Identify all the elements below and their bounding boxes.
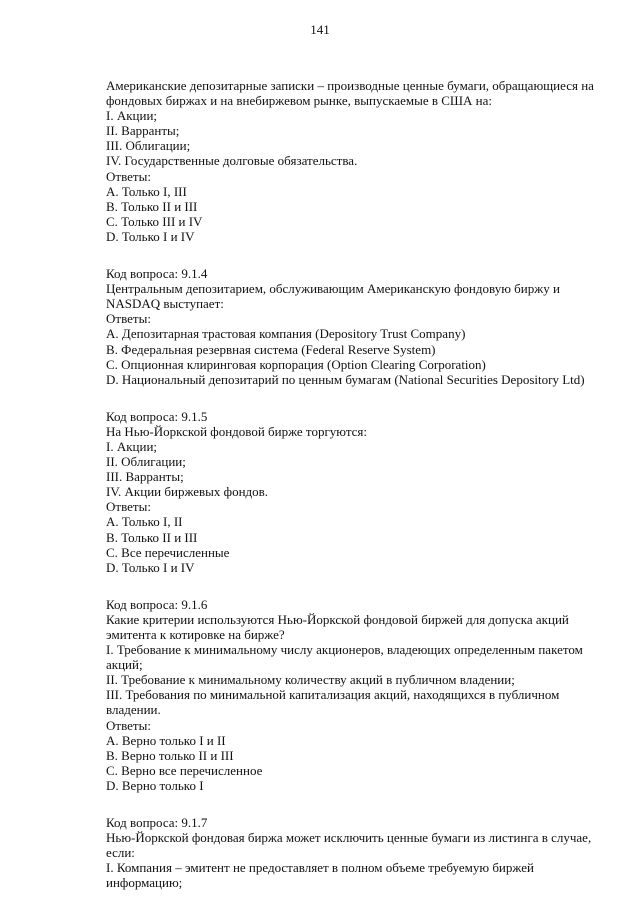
text-line: C. Только III и IV (106, 213, 203, 229)
page-number: 141 (310, 22, 330, 37)
text-line: I. Компания – эмитент не предоставляет в полном объеме требуемую биржей информацию; (106, 860, 534, 891)
text-line: Нью-Йоркской фондовая биржа может исключить ценные бумаги из листинга в случае, если: (106, 830, 592, 861)
text-line: I. Требование к минимальному числу акционеров, владеющих определенным пакетом акций; (106, 642, 583, 673)
text-line: II. Облигации; (106, 454, 186, 470)
question-block (106, 815, 606, 890)
text-line: IV. Акции биржевых фондов. (106, 484, 269, 500)
text-line: Какие критерии используются Нью-Йоркской фондовой биржей для допуска акций эмитента к котировке на бирже? (106, 611, 569, 642)
text-line: IV. Государственные долговые обязательства. (106, 153, 358, 169)
question-block (106, 266, 606, 387)
text-line: Центральным депозитарием, обслуживающим Американскую фондовую биржу и NASDAQ выступает: (106, 281, 560, 312)
text-line: A. Верно только I и II (106, 732, 226, 748)
text-line: B. Федеральная резервная система (Federal Reserve System) (106, 341, 436, 357)
text-line: Американские депозитарные записки – производные ценные бумаги, обращающиеся на фондовых биржах и на внебиржевом рынке, выпускаемые в США на: (106, 78, 594, 109)
text-line: B. Верно только II и III (106, 747, 234, 763)
question-block-continued (106, 78, 606, 244)
text-line: Ответы: (106, 311, 151, 327)
text-line: A. Депозитарная трастовая компания (Depository Trust Company) (106, 326, 466, 342)
text-line: B. Только II и III (106, 198, 198, 214)
text-line: A. Только I, II (106, 514, 183, 530)
text-line: III. Требования по минимальной капитализация акций, находящихся в публичном владении. (106, 687, 560, 718)
page-content (106, 78, 606, 891)
text-line: II. Требование к минимальному количеству акций в публичном владении; (106, 672, 515, 688)
block-gap (106, 244, 606, 266)
text-line: Код вопроса: 9.1.7 (106, 815, 208, 831)
text-line: B. Только II и III (106, 529, 198, 545)
text-line: C. Все перечисленные (106, 544, 230, 560)
text-line: A. Только I, III (106, 183, 187, 199)
text-line: III. Варранты; (106, 469, 184, 485)
text-line: D. Только I и IV (106, 559, 195, 575)
text-line: III. Облигации; (106, 138, 191, 154)
question-block (106, 409, 606, 575)
block-gap (106, 575, 606, 597)
text-line: C. Верно все перечисленное (106, 762, 263, 778)
block-gap (106, 793, 606, 815)
text-line: Код вопроса: 9.1.6 (106, 596, 208, 612)
text-line: Ответы: (106, 717, 151, 733)
text-line: Код вопроса: 9.1.4 (106, 266, 208, 282)
text-line: Ответы: (106, 499, 151, 515)
text-line: II. Варранты; (106, 123, 180, 139)
text-line: D. Только I и IV (106, 228, 195, 244)
question-block (106, 597, 606, 793)
block-gap (106, 387, 606, 409)
text-line: D. Верно только I (106, 777, 204, 793)
text-line: На Нью-Йоркской фондовой бирже торгуются: (106, 423, 368, 439)
text-line: I. Акции; (106, 438, 158, 454)
text-line: Ответы: (106, 168, 151, 184)
text-line: Код вопроса: 9.1.5 (106, 408, 208, 424)
text-line: C. Опционная клиринговая корпорация (Option Clearing Corporation) (106, 356, 486, 372)
text-line: D. Национальный депозитарий по ценным бумагам (National Securities Depository Ltd) (106, 371, 585, 387)
text-line: I. Акции; (106, 108, 158, 124)
